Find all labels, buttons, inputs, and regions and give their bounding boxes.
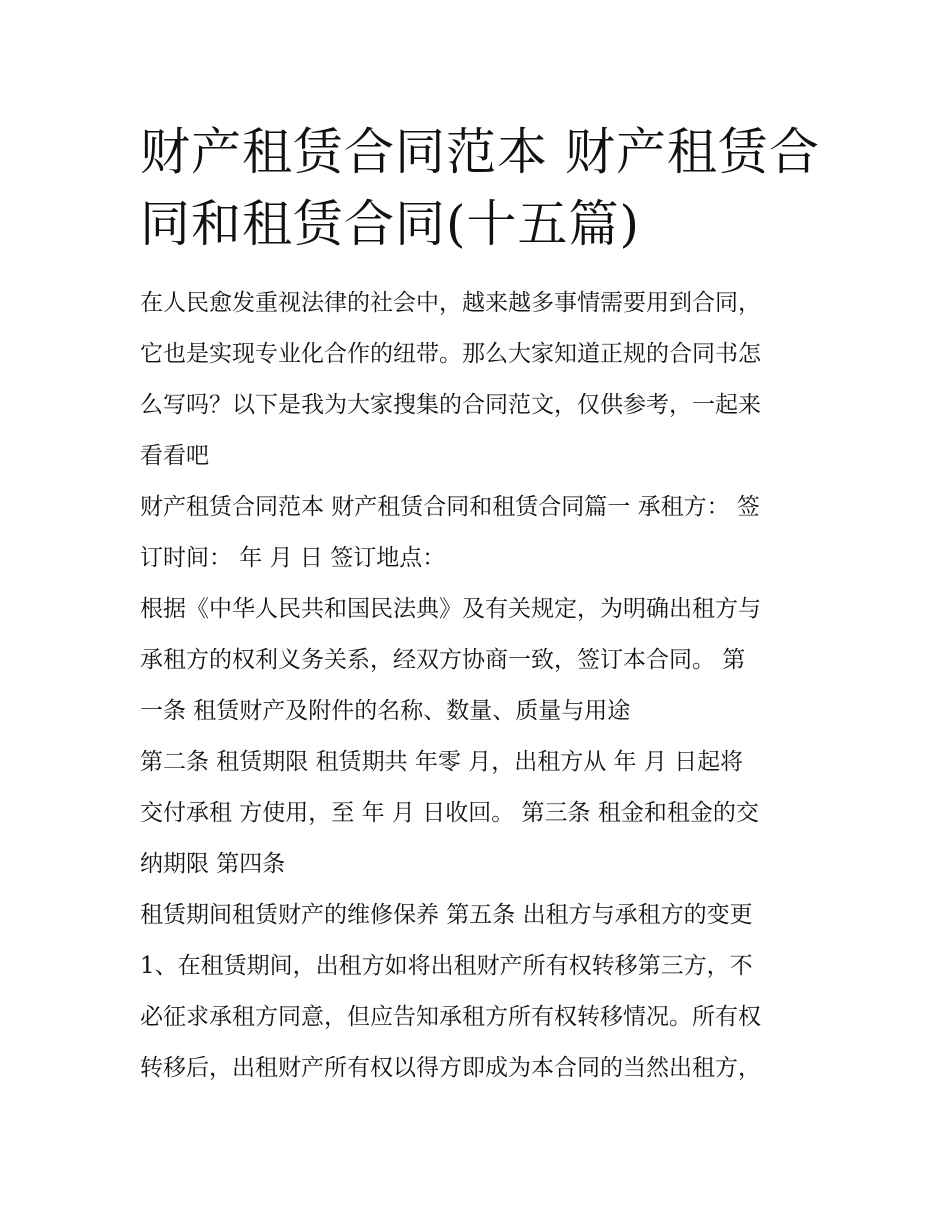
title-line: 同和租赁合同(十五篇)	[140, 195, 641, 253]
body-line: 它也是实现专业化合作的纽带。那么大家知道正规的合同书怎	[140, 341, 761, 367]
document-title	[140, 116, 820, 260]
body-line: 第二条 租赁期限 租赁期共 年零 月，出租方从 年 月 日起将	[140, 749, 744, 775]
body-line: 必征求承租方同意，但应告知承租方所有权转移情况。所有权	[140, 1004, 761, 1030]
title-line: 财产租赁合同范本 财产租赁合	[140, 123, 820, 181]
body-line: 纳期限 第四条	[140, 851, 286, 877]
body-line: 承租方的权利义务关系，经双方协商一致，签订本合同。 第	[140, 647, 746, 673]
body-line: 根据《中华人民共和国民法典》及有关规定，为明确出租方与	[140, 596, 761, 622]
body-line: 1、在租赁期间，出租方如将出租财产所有权转移第三方，不	[140, 953, 753, 979]
body-line: 租赁期间租赁财产的维修保养 第五条 出租方与承租方的变更	[140, 902, 753, 928]
body-line: 转移后，出租财产所有权以得方即成为本合同的当然出租方，	[140, 1055, 761, 1081]
body-line: 看看吧	[140, 443, 209, 469]
body-line: 订时间： 年 月 日 签订地点：	[140, 545, 446, 571]
body-line: 么写吗？以下是我为大家搜集的合同范文，仅供参考，一起来	[140, 392, 761, 418]
body-line: 交付承租 方使用，至 年 月 日收回。 第三条 租金和租金的交	[140, 800, 759, 826]
document-body	[140, 278, 820, 1094]
body-line: 财产租赁合同范本 财产租赁合同和租赁合同篇一 承租方： 签	[140, 494, 760, 520]
body-line: 在人民愈发重视法律的社会中，越来越多事情需要用到合同，	[140, 290, 761, 316]
body-line: 一条 租赁财产及附件的名称、数量、质量与用途	[140, 698, 631, 724]
